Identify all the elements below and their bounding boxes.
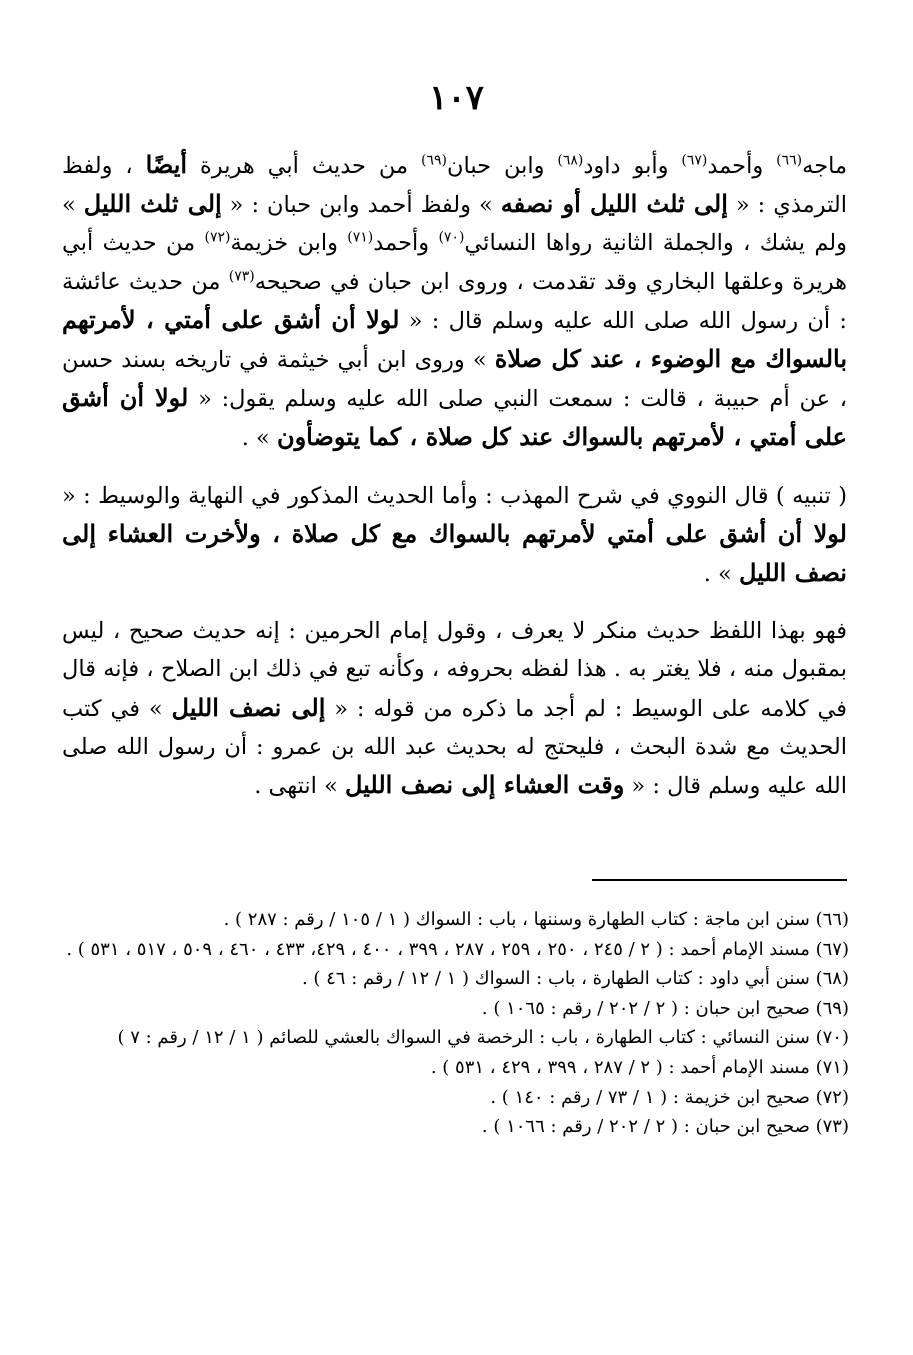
footnote-69: (٦٩) صحيح ابن حبان : ( ٢ / ٢٠٢ / رقم : ١٠٦٥ ) . [481, 997, 849, 1019]
text-run: وابن خزيمة [230, 230, 348, 257]
footnote-ref: (٦٨) [557, 152, 584, 169]
page-number: ١٠٧ [429, 78, 484, 118]
text-run: » ولفظ أحمد وابن حبان : « [221, 192, 501, 219]
paragraph-tanbih-note [62, 477, 847, 594]
footnote-ref: (٧٠) [438, 229, 465, 246]
footnote-70: (٧٠) سنن النسائي : كتاب الطهارة ، باب : الرخصة في السواك بالعشي للصائم ( ١ / ١٢ / رقم : ٧ ) [117, 1027, 849, 1049]
text-run: ، ولفظ الترمذي : « [62, 153, 847, 219]
text-run: وابن حبان [446, 153, 558, 179]
hadith-quote: لولا أن أشق على أمتي ، لأمرتهم بالسواك مع الوضوء ، عند كل صلاة [62, 304, 847, 374]
text-run: » ولم يشك ، والجملة الثانية رواها النسائي [62, 192, 848, 257]
paragraph-hadith-narrations [62, 146, 847, 458]
hadith-quote: إلى نصف الليل [171, 692, 326, 722]
hadith-quote: لولا أن أشق على أمتي ، لأمرتهم بالسواك عند كل صلاة ، كما يتوضأون [62, 383, 847, 452]
footnote-ref: (٦٦) [776, 152, 803, 169]
footnote-66: (٦٦) سنن ابن ماجة : كتاب الطهارة وسننها ، باب : السواك ( ١ / ١٠٥ / رقم : ٢٨٧ ) . [223, 909, 849, 930]
hadith-quote: وقت العشاء إلى نصف الليل [345, 770, 625, 800]
text-run: » وروى ابن أبي خيثمة في تاريخه بسند حسن ، عن أم حبيبة ، قالت : سمعت النبي صلى الله عليه وسلم يقول: « [62, 347, 848, 413]
footnotes-list [59, 905, 849, 1142]
footnote-ref: (٧١) [347, 229, 374, 246]
footnote-ref: (٧٣) [228, 268, 255, 285]
hadith-quote: إلى ثلث الليل أو نصفه [500, 189, 728, 219]
footnote-ref: (٧٢) [204, 229, 231, 246]
text-run: » في كتب الحديث مع شدة البحث ، فليحتج له بحديث عبد الله بن عمرو : أن رسول الله صلى الله عليه وسلم قال : « [62, 695, 847, 800]
text-run: من حديث عائشة : أن رسول الله صلى الله عليه وسلم قال : « [62, 268, 848, 334]
footnote-68: (٦٨) سنن أبي داود : كتاب الطهارة ، باب : السواك ( ١ / ١٢ / رقم : ٤٦ ) . [301, 968, 849, 990]
footnote-separator [592, 879, 847, 881]
footnote-71: (٧١) مسند الإمام أحمد : ( ٢ / ٢٨٧ ، ٣٩٩ ، ٤٢٩ ، ٥٣١ ) . [430, 1056, 849, 1078]
footnote-ref: (٦٩) [420, 152, 447, 169]
text-run: وأبو داود [583, 153, 682, 179]
text-run: من حديث أبي هريرة وعلقها البخاري وقد تقدمت ، وروى ابن حبان في صحيحه [62, 230, 847, 295]
text-run: وأحمد [373, 230, 439, 257]
text-run: » . [241, 425, 277, 452]
text-run: من حديث أبي هريرة [187, 153, 421, 179]
footnote-72: (٧٢) صحيح ابن خزيمة : ( ١ / ٧٣ / رقم : ١٤٠ ) . [490, 1086, 849, 1108]
footnote-ref: (٦٧) [681, 152, 708, 169]
hadith-quote: إلى ثلث الليل [83, 189, 222, 219]
main-text [62, 146, 847, 805]
hadith-quote: لولا أن أشق على أمتي لأمرتهم بالسواك مع كل صلاة ، ولأخرت العشاء إلى نصف الليل [62, 518, 847, 588]
paragraph-commentary [62, 612, 847, 805]
text-run: ماجه [802, 153, 848, 179]
footnote-67: (٦٧) مسند الإمام أحمد : ( ٢ / ٢٤٥ ، ٢٥٠ ، ٢٥٩ ، ٢٨٧ ، ٣٩٩ ، ٤٠٠ ، ٤٢٩، ٤٣٣ ، ٤٦٠ ، ٥٠٩ ، ٥١٧ ، ٥٣١ ) . [66, 938, 849, 960]
hadith-quote: أيضًا [145, 150, 188, 179]
text-run: وأحمد [707, 153, 777, 179]
text-run: فهو بهذا اللفظ حديث منكر لا يعرف ، وقول إمام الحرمين : إنه حديث صحيح ، ليس بمقبول منه ، فلا يغتر به . هذا لفظه بحروفه ، وكأنه تبع في ذلك ابن الصلاح ، فإنه قال في كلامه على الوسيط : لم أجد ما ذكره من قوله : « [62, 618, 848, 722]
text-run: » انتهى . [254, 773, 345, 800]
text-run: » . [703, 561, 739, 588]
footnote-73: (٧٣) صحيح ابن حبان : ( ٢ / ٢٠٢ / رقم : ١٠٦٦ ) . [481, 1116, 849, 1138]
text-run: ( تنبيه ) قال النووي في شرح المهذب : وأما الحديث المذكور في النهاية والوسيط : « [62, 482, 847, 509]
